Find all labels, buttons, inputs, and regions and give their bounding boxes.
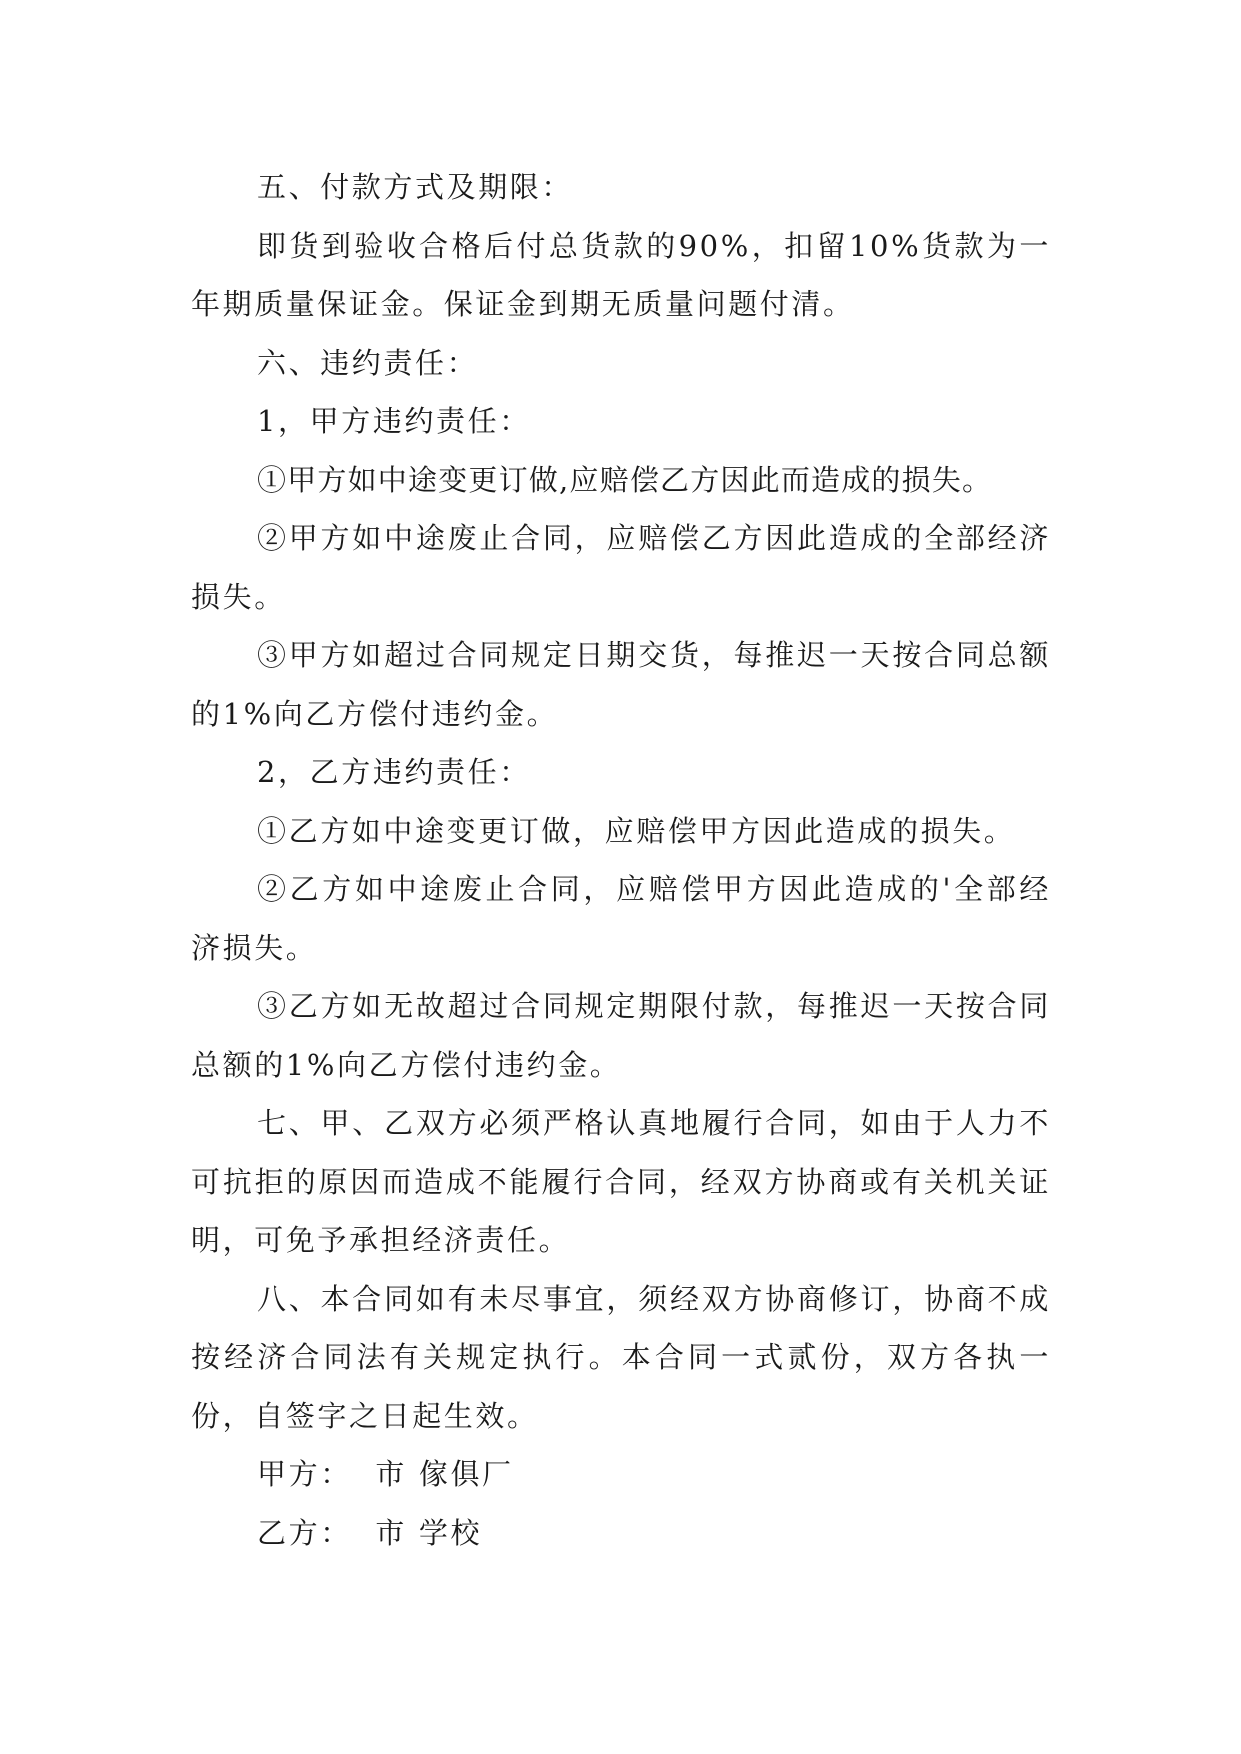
section-miscellaneous: 八、本合同如有未尽事宜，须经双方协商修订，协商不成按经济合同法有关规定执行。本合同一式贰份，双方各执一份，自签字之日起生效。 xyxy=(191,1281,1051,1433)
party-b-liability-item-3: ③乙方如无故超过合同规定期限付款，每推迟一天按合同总额的1%向乙方偿付违约金。 xyxy=(191,989,1051,1082)
party-a-liability-item-3: ③甲方如超过合同规定日期交货，每推迟一天按合同总额的1%向乙方偿付违约金。 xyxy=(191,638,1051,731)
section-heading-liability: 六、违约责任： xyxy=(257,345,479,380)
party-b-liability-item-1: ①乙方如中途变更订做，应赔偿甲方因此造成的损失。 xyxy=(257,813,1016,848)
party-a-signature-line: 甲方： 市 傢俱厂 xyxy=(257,1457,514,1491)
payment-terms-paragraph: 即货到验收合格后付总货款的90%，扣留10%货款为一年期质量保证金。保证金到期无质量问题付清。 xyxy=(191,228,1051,321)
section-heading-payment: 五、付款方式及期限： xyxy=(257,170,574,204)
party-b-signature-line: 乙方： 市 学校 xyxy=(257,1515,483,1550)
party-a-liability-heading: 1，甲方违约责任： xyxy=(257,404,531,438)
party-a-liability-item-1: ①甲方如中途变更订做,应赔偿乙方因此而造成的损失。 xyxy=(257,462,993,497)
contract-body xyxy=(191,158,1051,1562)
section-force-majeure: 七、甲、乙双方必须严格认真地履行合同，如由于人力不可抗拒的原因而造成不能履行合同，经双方协商或有关机关证明，可免予承担经济责任。 xyxy=(191,1106,1051,1257)
party-b-liability-item-2: ②乙方如中途废止合同，应赔偿甲方因此造成的'全部经济损失。 xyxy=(191,872,1051,965)
party-a-liability-item-2: ②甲方如中途废止合同，应赔偿乙方因此造成的全部经济损失。 xyxy=(191,521,1051,614)
party-b-liability-heading: 2，乙方违约责任： xyxy=(257,755,531,789)
